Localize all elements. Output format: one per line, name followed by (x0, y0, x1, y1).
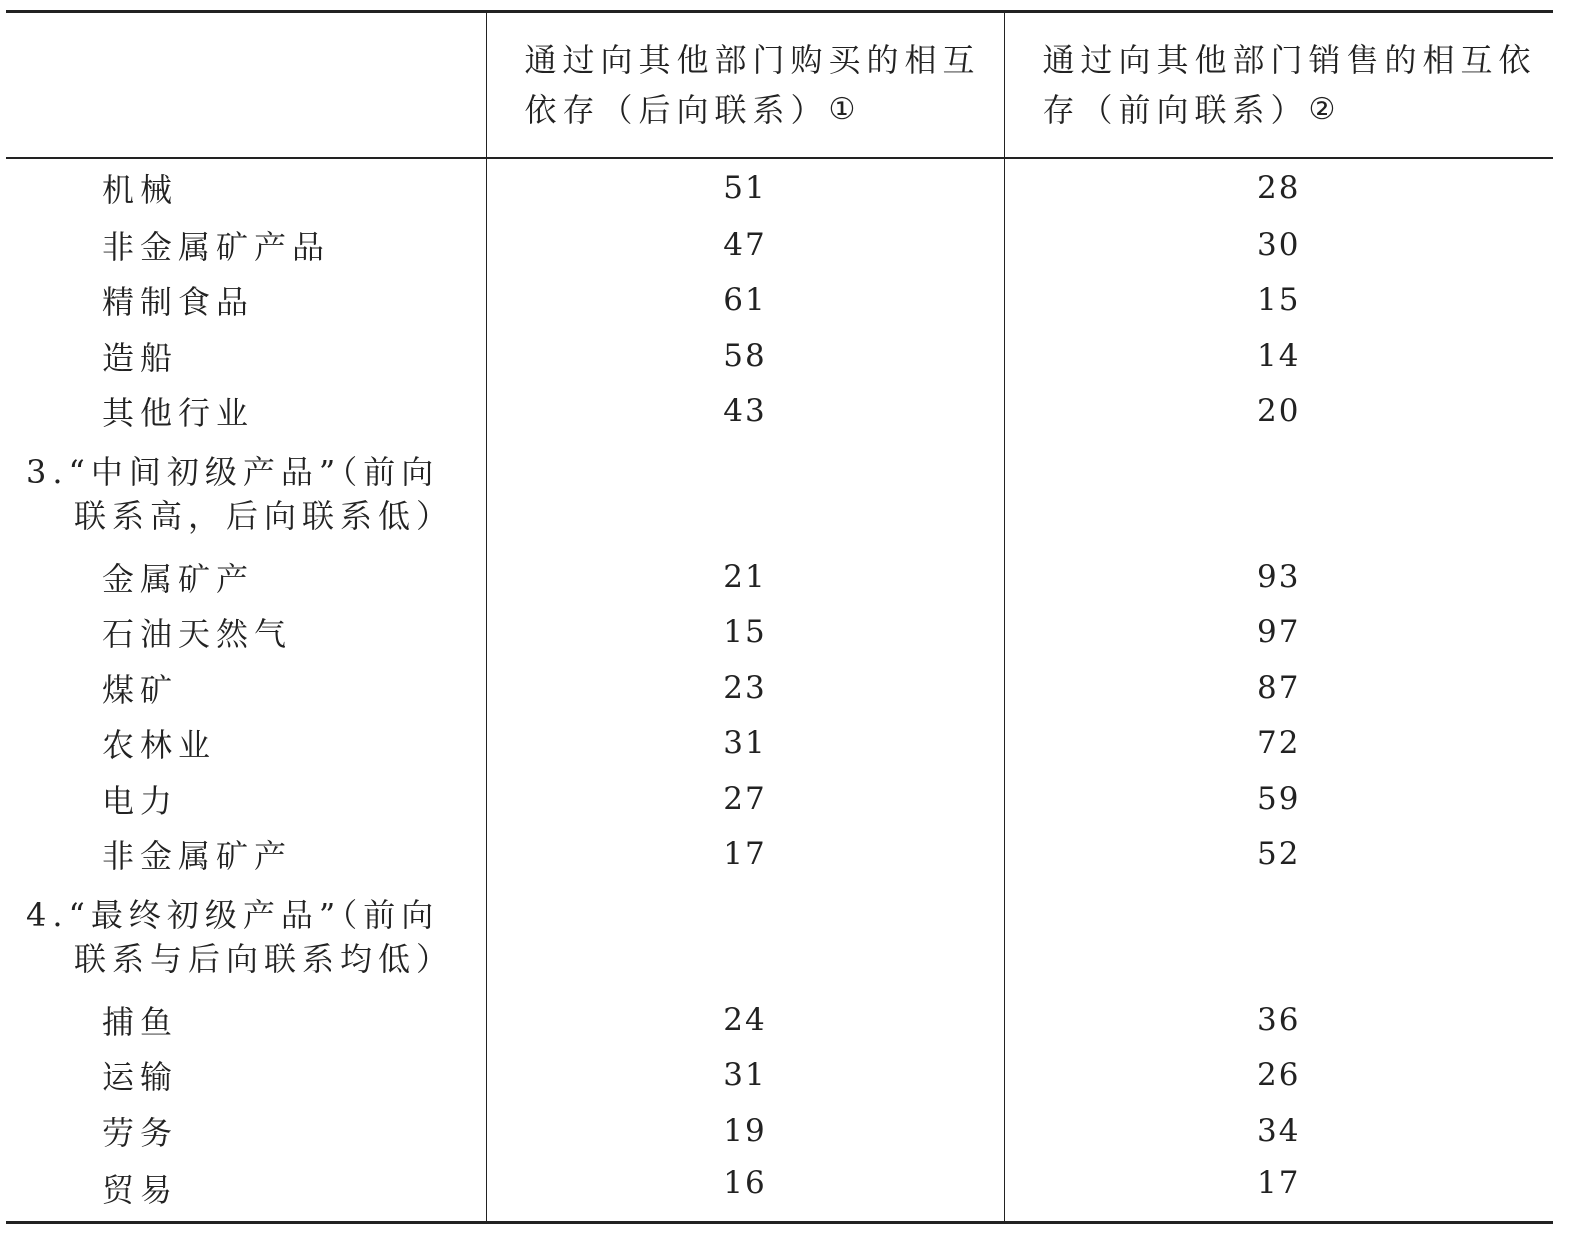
section-row-3 (6, 439, 1553, 549)
forward-value: 15 (1004, 273, 1553, 329)
row-label: 非金属矿产品 (102, 227, 331, 266)
table-row (6, 217, 1553, 273)
table-row (6, 273, 1553, 329)
backward-value: 15 (486, 605, 1004, 661)
header-forward-linkage (1004, 12, 1553, 159)
row-label: 电力 (102, 781, 179, 820)
row-label: 造船 (102, 338, 179, 377)
table-row (6, 384, 1553, 440)
section-3-line-1: 3.“中间初级产品”（前向 (26, 453, 440, 491)
backward-value: 27 (486, 771, 1004, 827)
forward-value: 93 (1004, 549, 1553, 605)
table-body (6, 158, 1553, 1222)
forward-value: 17 (1004, 1159, 1553, 1223)
forward-value: 97 (1004, 605, 1553, 661)
table-row (6, 1103, 1553, 1159)
table-row (6, 716, 1553, 772)
table-row (6, 660, 1553, 716)
table-header (6, 12, 1553, 159)
backward-value: 43 (486, 384, 1004, 440)
footnote-mark-1: ① (828, 92, 856, 127)
table-row (6, 992, 1553, 1048)
row-label: 非金属矿产 (102, 837, 293, 876)
row-label: 贸易 (102, 1170, 179, 1209)
table-row (6, 605, 1553, 661)
backward-value: 47 (486, 217, 1004, 273)
forward-value: 26 (1004, 1048, 1553, 1104)
backward-value: 17 (486, 827, 1004, 883)
header-backward-text: 通过向其他部门购买的相互依存（后向联系） (524, 41, 981, 129)
header-empty-cell (6, 12, 486, 159)
forward-value: 14 (1004, 328, 1553, 384)
table-row (6, 1048, 1553, 1104)
table-row (6, 771, 1553, 827)
forward-value: 59 (1004, 771, 1553, 827)
header-row (6, 12, 1553, 159)
forward-value: 28 (1004, 158, 1553, 217)
empty-cell (486, 882, 1004, 992)
header-forward-text: 通过向其他部门销售的相互依存（前向联系） (1042, 41, 1537, 129)
row-label: 石油天然气 (102, 615, 293, 654)
empty-cell (486, 439, 1004, 549)
section-3-line-2: 联系高，后向联系低） (74, 497, 455, 535)
forward-value: 72 (1004, 716, 1553, 772)
header-backward-linkage (486, 12, 1004, 159)
section-row-4 (6, 882, 1553, 992)
section-heading-4 (6, 882, 486, 992)
table-row (6, 328, 1553, 384)
footnote-mark-2: ② (1308, 92, 1336, 127)
forward-value: 20 (1004, 384, 1553, 440)
section-4-line-2: 联系与后向联系均低） (74, 940, 455, 978)
empty-cell (1004, 882, 1553, 992)
row-label: 煤矿 (102, 670, 179, 709)
row-label: 其他行业 (102, 394, 255, 433)
forward-value: 36 (1004, 992, 1553, 1048)
row-label: 精制食品 (102, 283, 255, 322)
backward-value: 21 (486, 549, 1004, 605)
backward-value: 31 (486, 1048, 1004, 1104)
section-heading-3 (6, 439, 486, 549)
forward-value: 87 (1004, 660, 1553, 716)
backward-value: 51 (486, 158, 1004, 217)
backward-value: 16 (486, 1159, 1004, 1223)
row-label: 运输 (102, 1058, 179, 1097)
forward-value: 52 (1004, 827, 1553, 883)
linkage-table (6, 10, 1553, 1224)
table-row (6, 827, 1553, 883)
backward-value: 19 (486, 1103, 1004, 1159)
row-label: 金属矿产 (102, 559, 255, 598)
backward-value: 58 (486, 328, 1004, 384)
row-label: 农林业 (102, 726, 217, 765)
forward-value: 30 (1004, 217, 1553, 273)
section-4-line-1: 4.“最终初级产品”（前向 (26, 896, 440, 934)
backward-value: 61 (486, 273, 1004, 329)
backward-value: 31 (486, 716, 1004, 772)
forward-value: 34 (1004, 1103, 1553, 1159)
backward-value: 23 (486, 660, 1004, 716)
backward-value: 24 (486, 992, 1004, 1048)
row-label: 捕鱼 (102, 1002, 179, 1041)
row-label: 机械 (102, 171, 179, 209)
table-row (6, 158, 1553, 217)
empty-cell (1004, 439, 1553, 549)
table-row (6, 549, 1553, 605)
row-label: 劳务 (102, 1113, 179, 1152)
table-row (6, 1159, 1553, 1223)
